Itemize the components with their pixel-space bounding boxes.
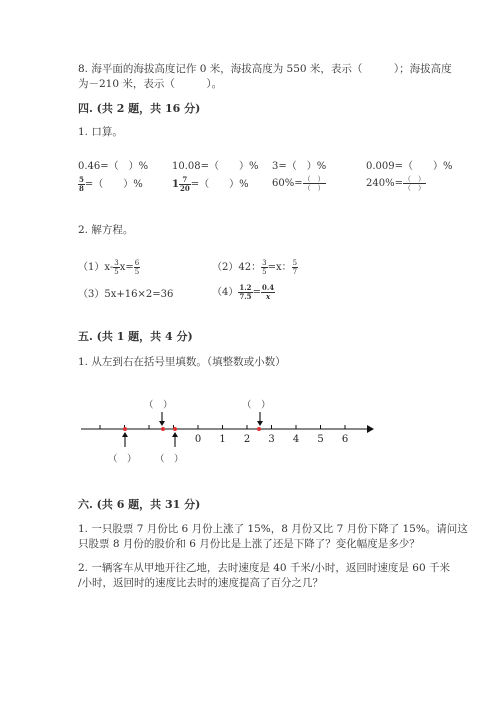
section6-q2-line1: 2. 一辆客车从甲地开往乙地，去时速度是 40 千米/小时，返回时速度是 60 千米	[78, 562, 450, 574]
number-line-tick-label: 5	[317, 434, 324, 445]
equation-4: （4） $\frac{1.2}{7.5}$ = $\frac{0.4}{x}$	[212, 283, 275, 301]
fraction: $\frac{5}{7}$	[292, 259, 298, 276]
q8-line2: 为－210 米，表示（ ）。	[78, 78, 223, 90]
section6-title: 六. (共 6 题，共 31 分)	[78, 498, 201, 511]
section4-q2-title: 2. 解方程。	[78, 224, 134, 236]
section5-title: 五. (共 1 题，共 4 分)	[78, 330, 193, 343]
number-line-point	[173, 427, 177, 431]
oral-calc-8: 240%= $\frac{( )}{( )}$	[366, 175, 425, 192]
number-line-blank-bottom-2: （ ）	[155, 454, 184, 465]
section6-q1-line2: 只股票 8 月份的股价和 6 月份比是上涨了还是下降了？变化幅度是多少？	[78, 538, 420, 550]
equation-3: （3）5x+16×2=36	[78, 289, 174, 300]
arrow-down-icon	[257, 421, 263, 426]
arrow-down-icon	[159, 421, 165, 426]
oral-calc-4: 0.009=（ ）%	[366, 161, 453, 172]
number-line-tick-label: 1	[219, 434, 226, 445]
fraction-blank: $\frac{( )}{( )}$	[303, 175, 325, 192]
number-line-point	[123, 427, 127, 431]
oral-calc-6: 1 $\frac{7}{20}$ =（ ）%	[172, 175, 249, 193]
equation-1: （1）x- $\frac{3}{5}$ x= $\frac{6}{5}$	[78, 259, 140, 276]
fraction: $\frac{1.2}{7.5}$	[239, 283, 252, 301]
arrow-up-icon	[172, 432, 178, 437]
section4-q1-title: 1. 口算。	[78, 126, 123, 138]
fraction: $\frac{3}{5}$	[262, 259, 267, 276]
oral-calc-1: 0.46=（ ）%	[78, 161, 149, 172]
number-line-tick-label: 4	[292, 434, 300, 445]
number-line-blank-top-1: （ ）	[144, 400, 173, 411]
arrow-up-icon	[122, 432, 128, 437]
number-line-tick-label: 2	[243, 434, 251, 445]
oral-calc-2: 10.08=（ ）%	[172, 161, 259, 172]
fraction: $\frac{3}{5}$	[114, 259, 119, 276]
q8-line1: 8. 海平面的海拔高度记作 0 米，海拔高度为 550 米，表示（ ）；海拔高度	[78, 63, 452, 75]
section4-title: 四. (共 2 题，共 16 分)	[78, 102, 201, 115]
fraction-blank: $\frac{( )}{( )}$	[403, 175, 425, 192]
section5-q1-title: 1. 从左到右在括号里填数。（填整数或小数）	[78, 356, 286, 368]
section6-q1-line1: 1. 一只股票 7 月份比 6 月份上涨了 15%，8 月份又比 7 月份下降了 15%。请问这	[78, 523, 468, 535]
oral-calc-5: $\frac{5}{8}$ =（ ）%	[79, 175, 143, 193]
number-line-tick-label: 3	[268, 434, 275, 445]
equation-2: （2）42： $\frac{3}{5}$ =x： $\frac{5}{7}$	[212, 259, 298, 276]
oral-calc-3: 3=（ ）%	[272, 161, 327, 172]
oral-calc-7: 60%= $\frac{( )}{( )}$	[272, 175, 325, 192]
fraction: $\frac{0.4}{x}$	[261, 283, 275, 301]
number-line-point	[161, 427, 165, 431]
fraction: $\frac{5}{8}$	[79, 175, 84, 193]
number-line-blank-top-2: （ ）	[242, 400, 271, 411]
number-line-point	[257, 427, 261, 431]
number-line-tick-label: 6	[341, 434, 349, 445]
fraction: $\frac{7}{20}$	[179, 175, 190, 193]
section6-q2-line2: /小时，返回时的速度比去时的速度提高了百分之几？	[78, 577, 324, 589]
fraction: $\frac{6}{5}$	[134, 259, 140, 276]
number-line-blank-bottom-1: （ ）	[108, 454, 137, 465]
number-line-tick-label: 0	[194, 434, 202, 445]
